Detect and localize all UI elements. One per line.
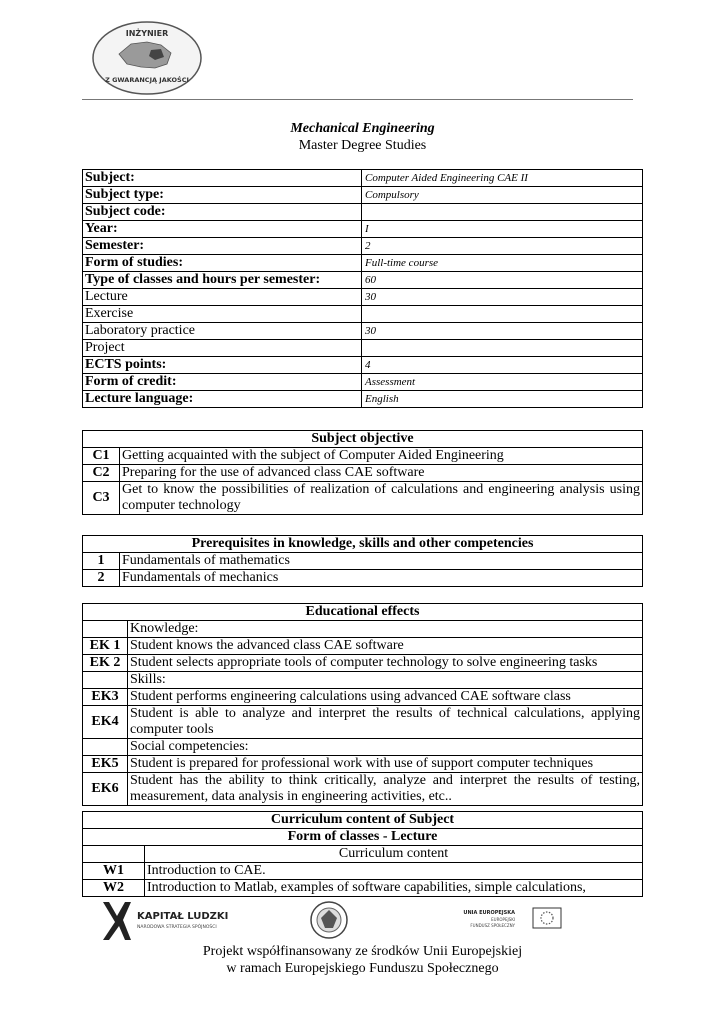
table-cell: Student knows the advanced class CAE software [128, 638, 643, 655]
table-cell [362, 340, 643, 357]
prerequisite-row [83, 553, 643, 570]
table-cell: Computer Aided Engineering CAE II [362, 170, 643, 187]
prerequisites-header: Prerequisites in knowledge, skills and other competencies [83, 536, 643, 553]
info-row-laboratory [83, 323, 643, 340]
table-cell [83, 846, 145, 863]
table-cell: 1 [83, 553, 120, 570]
curriculum-row [83, 863, 643, 880]
table-cell: Student has the ability to think critically, analyze and interpret the results of testing, measurement, data analysis in engineering activities, etc.. [128, 773, 643, 806]
svg-text:Z GWARANCJĄ JAKOŚCI: Z GWARANCJĄ JAKOŚCI [105, 76, 189, 84]
table-cell: Full-time course [362, 255, 643, 272]
subject-objective-table [82, 430, 643, 515]
table-cell: Laboratory practice [83, 323, 362, 340]
effects-skills-label: Skills: [128, 672, 643, 689]
table-cell: Subject type: [83, 187, 362, 204]
table-cell: Student is prepared for professional work with use of support computer techniques [128, 756, 643, 773]
effect-row [83, 689, 643, 706]
table-cell: EK5 [83, 756, 128, 773]
table-cell: 30 [362, 289, 643, 306]
curriculum-content-header: Curriculum content [145, 846, 643, 863]
info-row-semester [83, 238, 643, 255]
svg-text:KAPITAŁ LUDZKI: KAPITAŁ LUDZKI [137, 911, 229, 922]
info-row-form [83, 255, 643, 272]
table-cell: 2 [83, 570, 120, 587]
table-cell: Subject: [83, 170, 362, 187]
objective-row [83, 448, 643, 465]
table-cell: Fundamentals of mathematics [120, 553, 643, 570]
effect-row [83, 773, 643, 806]
table-cell: C2 [83, 465, 120, 482]
info-row-code [83, 204, 643, 221]
effect-row [83, 655, 643, 672]
table-cell: Project [83, 340, 362, 357]
effect-row [83, 638, 643, 655]
effect-row [83, 756, 643, 773]
table-cell: Lecture language: [83, 391, 362, 408]
objective-row [83, 482, 643, 515]
svg-text:EUROPEJSKI: EUROPEJSKI [491, 917, 515, 922]
table-cell: Student performs engineering calculations using advanced CAE software class [128, 689, 643, 706]
info-row-credit [83, 374, 643, 391]
emblem-seal-logo [311, 902, 347, 938]
effect-row [83, 706, 643, 739]
table-cell: Year: [83, 221, 362, 238]
eu-efs-logo [463, 908, 561, 928]
table-cell: Introduction to Matlab, examples of software capabilities, simple calculations, [145, 880, 643, 897]
table-cell: W1 [83, 863, 145, 880]
svg-text:INŻYNIER: INŻYNIER [125, 29, 169, 38]
table-cell: W2 [83, 880, 145, 897]
table-cell: Type of classes and hours per semester: [83, 272, 362, 289]
info-row-exercise [83, 306, 643, 323]
table-cell: EK6 [83, 773, 128, 806]
curriculum-table [82, 811, 643, 897]
table-cell: Student is able to analyze and interpret the results of technical calculations, applying computer tools [128, 706, 643, 739]
effects-knowledge-label: Knowledge: [128, 621, 643, 638]
info-row-type [83, 187, 643, 204]
objective-row [83, 465, 643, 482]
table-cell: EK4 [83, 706, 128, 739]
info-row-subject [83, 170, 643, 187]
curriculum-row [83, 880, 643, 897]
engineer-quality-logo [91, 20, 203, 96]
table-cell: 4 [362, 357, 643, 374]
educational-effects-table [82, 603, 643, 806]
table-cell: C3 [83, 482, 120, 515]
svg-text:FUNDUSZ SPOŁECZNY: FUNDUSZ SPOŁECZNY [470, 923, 515, 928]
svg-text:NARODOWA STRATEGIA SPÓJNOŚCI: NARODOWA STRATEGIA SPÓJNOŚCI [137, 925, 217, 930]
table-cell [362, 306, 643, 323]
table-cell: ECTS points: [83, 357, 362, 374]
effects-social-label: Social competencies: [128, 739, 643, 756]
svg-text:UNIA EUROPEJSKA: UNIA EUROPEJSKA [463, 910, 515, 916]
table-cell: Compulsory [362, 187, 643, 204]
info-row-year [83, 221, 643, 238]
table-cell: Get to know the possibilities of realization of calculations and engineering analysis using computer technology [120, 482, 643, 515]
table-cell: 60 [362, 272, 643, 289]
footer-line-1: Projekt współfinansowany ze środków Unii Europejskiej [202, 944, 523, 959]
table-cell [83, 621, 128, 638]
page-title: Mechanical Engineering [290, 121, 435, 136]
footer-line-2: w ramach Europejskiego Funduszu Społecznego [226, 961, 499, 976]
table-cell [83, 672, 128, 689]
info-row-project [83, 340, 643, 357]
table-cell: Form of studies: [83, 255, 362, 272]
kapital-ludzki-logo [103, 902, 228, 940]
curriculum-header: Curriculum content of Subject [83, 812, 643, 829]
table-cell: C1 [83, 448, 120, 465]
table-cell: Subject code: [83, 204, 362, 221]
table-cell [362, 204, 643, 221]
table-cell: EK 1 [83, 638, 128, 655]
table-cell: Semester: [83, 238, 362, 255]
table-cell: Lecture [83, 289, 362, 306]
table-cell: Fundamentals of mechanics [120, 570, 643, 587]
prerequisites-table [82, 535, 643, 587]
effects-header: Educational effects [83, 604, 643, 621]
header-divider [82, 99, 633, 100]
table-cell: Introduction to CAE. [145, 863, 643, 880]
table-cell: I [362, 221, 643, 238]
subject-info-table [82, 169, 643, 408]
table-cell: 30 [362, 323, 643, 340]
page-subtitle: Master Degree Studies [298, 138, 427, 153]
prerequisite-row [83, 570, 643, 587]
table-cell [83, 739, 128, 756]
info-row-lecture [83, 289, 643, 306]
info-row-ects [83, 357, 643, 374]
table-cell: 2 [362, 238, 643, 255]
table-cell: Form of credit: [83, 374, 362, 391]
info-row-language [83, 391, 643, 408]
table-cell: Getting acquainted with the subject of Computer Aided Engineering [120, 448, 643, 465]
objective-header: Subject objective [83, 431, 643, 448]
table-cell: Preparing for the use of advanced class CAE software [120, 465, 643, 482]
table-cell: English [362, 391, 643, 408]
table-cell: Assessment [362, 374, 643, 391]
table-cell: EK3 [83, 689, 128, 706]
curriculum-form: Form of classes - Lecture [83, 829, 643, 846]
info-row-hours [83, 272, 643, 289]
table-cell: EK 2 [83, 655, 128, 672]
table-cell: Student selects appropriate tools of computer technology to solve engineering tasks [128, 655, 643, 672]
footer-logos [95, 898, 575, 944]
table-cell: Exercise [83, 306, 362, 323]
